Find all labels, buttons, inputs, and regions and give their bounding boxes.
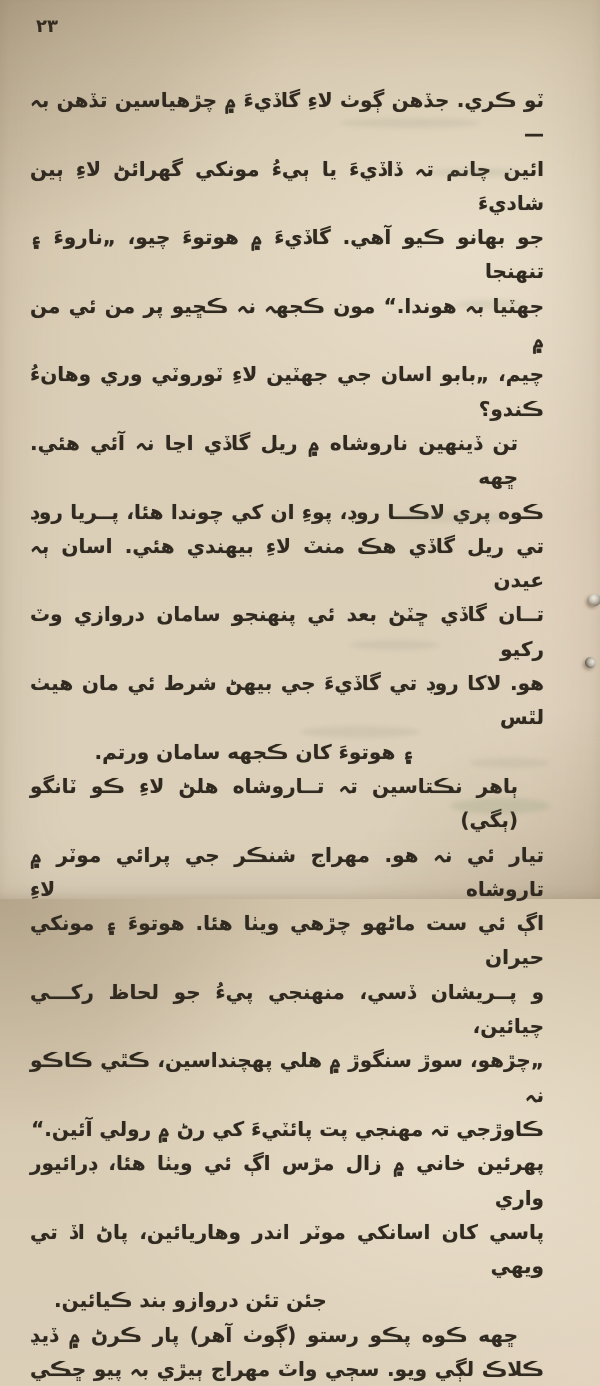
text-line: ٽو ڪري. جڏهن ڳوٺ لاءِ گاڏيءَ ۾ چڙهياسين تڏهن بہ — [30, 88, 544, 147]
page-number: ۲۳ [36, 16, 58, 37]
binding-pin-icon [589, 594, 600, 606]
text-line: جو بهانو ڪيو آهي. گاڏيءَ ۾ هوتوءَ چيو، „ناروءَ ۽ تنهنجا [30, 225, 544, 284]
text-line: تي ريل گاڏي هڪ منٽ لاءِ بيهندي هئي. اسان ٻہ عيدن [30, 533, 544, 593]
text-line: هو. لاکا روڊ تي گاڏيءَ جي بيهڻ شرط ئي مان هيٺ لٿس [30, 671, 544, 730]
text-line: جهٽيا بہ هوندا.“ مون ڪجهہ نہ ڪڇيو پر من ئي من ۾ [30, 293, 544, 353]
text-line: پاسي کان اسانکي موٽر اندر وهاريائين، پاڻ اڏ تي ويهي [30, 1219, 544, 1279]
text-line paragraph-end: ۽ هوتوءَ کان ڪجهه سامان ورتم. [94, 739, 414, 764]
text-line paragraph-end: جئن تئن دروازو بند ڪيائين. [54, 1288, 327, 1313]
text-line quote-end: ڪاوڙجي تہ مهنجي پت پائٽيءَ کي رڻ ۾ رولي آئين.“ [31, 1116, 544, 1141]
body-text-block [30, 83, 544, 1386]
text-line: ڪلاڪ لڳي ويو. سڄي واٽ مهراج ٻيڙي بہ پيو ڇڪي [30, 1356, 544, 1381]
text-line: ڪوه پري لاڪــا روڊ، پوءِ ان کي چوندا هئا، پــريا روڊ [30, 499, 544, 524]
text-line: اڳ ئي ست ماڻهو چڙهي ويٺا هئا. هوتوءَ ۽ مونکي حيران [30, 911, 544, 970]
text-line: تيار ئي نہ هو. مهراج شنڪر جي پرائي موٽر ۾ تاروشاه لاءِ [30, 842, 544, 901]
text-line: پهرئين خاني ۾ زال مڙس اڳ ئي ويٺا هئا، ڊرائيور واري [30, 1151, 544, 1210]
text-line: „چڙهو، سوڙ سنگوڙ ۾ هلي پهچنداسين، ڪٿي ڪاڪو نہ [30, 1048, 544, 1107]
text-line paragraph-start: تن ڏينهين ناروشاه ۾ ريل گاڏي اڃا نہ آئي هئي. ڇهه [30, 430, 518, 490]
text-line: تــان گاڏي ڇٽڻ بعد ئي پنهنجو سامان دروازي وٽ رکيو [30, 602, 544, 661]
text-line: ائين چانم تہ ڏاڏيءَ يا ٻيءُ مونکي گهرائڻ لاءِ ٻين شاديءَ [30, 156, 544, 215]
text-line paragraph-start: ڇهه ڪوه پڪو رستو (ڳوٺ آهر) پار ڪرڻ ۾ ڏيڍ [30, 1322, 518, 1347]
text-line: و پــريشان ڏسي، منهنجي پيءُ جو لحاظ رکـــي چيائين، [30, 979, 544, 1039]
text-line paragraph-start: ٻاهر نڪتاسين تہ تــاروشاه هلڻ لاءِ ڪو ٽانگو (ٻگي) [30, 773, 518, 833]
text-line: چيم، „بابو اسان جي جهٽين لاءِ ٽوروٽي وري وهانءُ ڪندو؟ [30, 362, 544, 421]
binding-pin-icon [585, 657, 596, 668]
